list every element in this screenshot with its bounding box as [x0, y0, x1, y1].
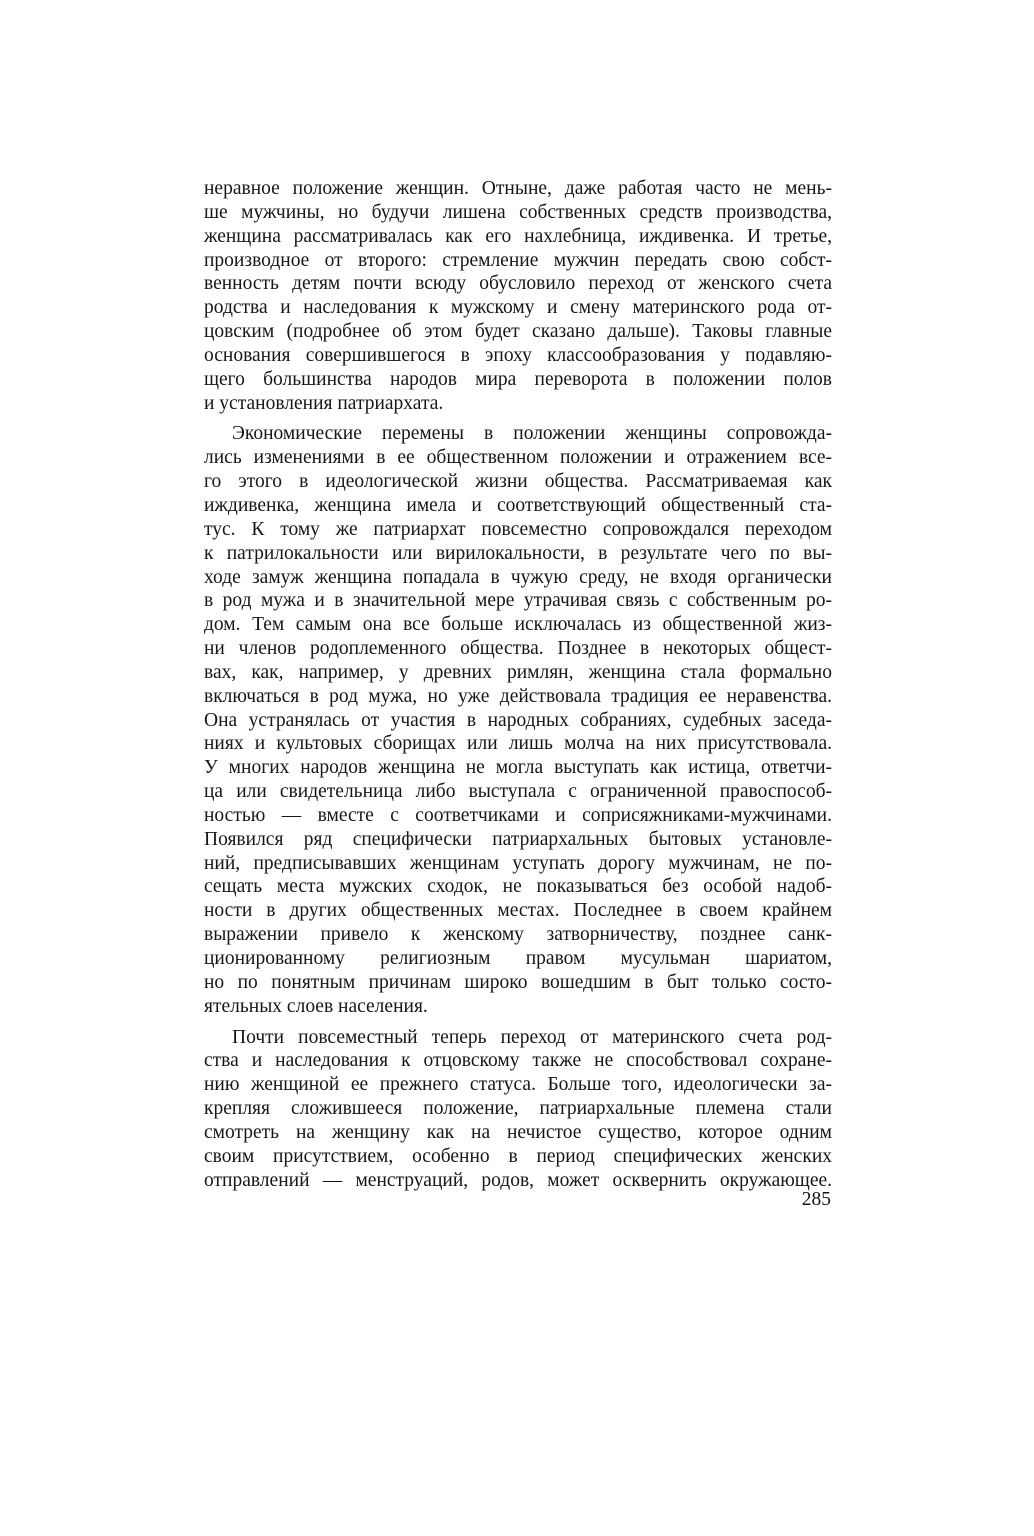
text-line: нию женщиной ее прежнего статуса. Больше того, идеологически за-	[204, 1074, 832, 1096]
paragraph-2	[204, 422, 832, 1018]
text-line: Экономические перемены в положении женщины сопровожда-	[232, 423, 832, 445]
text-line: в род мужа и в значительной мере утрачивая связь с собственным ро-	[204, 590, 832, 612]
text-line: ностью — вместе с соответчиками и соприсяжниками-мужчинами.	[204, 804, 832, 826]
text-line: производное от второго: стремление мужчин передать свою собст-	[204, 249, 832, 271]
paragraph-1	[204, 177, 832, 415]
text-line: лись изменениями в ее общественном положении и отражением все-	[204, 447, 832, 469]
text-line: женщина рассматривалась как его нахлебница, иждивенка. И третье,	[204, 225, 832, 247]
text-line: крепляя сложившееся положение, патриархальные племена стали	[204, 1098, 832, 1120]
text-line: венность детям почти всюду обусловило переход от женского счета	[204, 273, 832, 295]
text-line: ционированному религиозным правом мусульман шариатом,	[204, 948, 832, 969]
text-line: основания совершившегося в эпоху классообразования у подавляю-	[204, 344, 832, 366]
text-line: неравное положение женщин. Отныне, даже работая часто не мень-	[204, 178, 832, 199]
text-line: ства и наследования к отцовскому также не способствовал сохране-	[204, 1050, 832, 1072]
text-line: и установления патриархата.	[204, 392, 444, 414]
text-line: ности в других общественных местах. Последнее в своем крайнем	[204, 900, 832, 922]
text-line: ца или свидетельница либо выступала с ограниченной правоспособ-	[204, 781, 832, 803]
text-line: цовским (подробнее об этом будет сказано дальше). Таковы главные	[204, 321, 832, 343]
text-line: тус. К тому же патриархат повсеместно сопровождался переходом	[204, 518, 832, 540]
text-line: ниях и культовых сборищах или лишь молча на них присутствовала.	[204, 733, 832, 755]
text-line: Она устранялась от участия в народных собраниях, судебных заседа-	[204, 709, 832, 731]
text-line: Почти повсеместный теперь переход от материнского счета род-	[232, 1026, 832, 1048]
text-line: ни членов родоплеменного общества. Позднее в некоторых общест-	[204, 638, 832, 660]
text-line: своим присутствием, особенно в период специфических женских	[204, 1145, 832, 1167]
text-line: ятельных слоев населения.	[204, 995, 428, 1017]
text-line: ний, предписывавших женщинам уступать дорогу мужчинам, не по-	[204, 852, 832, 874]
text-line: дом. Тем самым она все больше исключалась из общественной жиз-	[204, 614, 832, 636]
text-line: иждивенка, женщина имела и соответствующий общественный ста-	[204, 494, 832, 516]
text-line: У многих народов женщина не могла выступать как истица, ответчи-	[204, 757, 832, 779]
text-line: сещать места мужских сходок, не показываться без особой надоб-	[204, 876, 832, 898]
text-line: к патрилокальности или вирилокальности, в результате чего по вы-	[204, 542, 832, 564]
page-number: 285	[801, 1189, 831, 1210]
text-line: родства и наследования к мужскому и смену материнского рода от-	[204, 297, 832, 319]
text-line: но по понятным причинам широко вошедшим в быт только состо-	[204, 971, 832, 993]
text-line: смотреть на женщину как на нечистое существо, которое одним	[204, 1121, 832, 1143]
text-line: вах, как, например, у древних римлян, женщина стала формально	[204, 661, 832, 683]
text-line: щего большинства народов мира переворота в положении полов	[204, 368, 832, 390]
text-line: ше мужчины, но будучи лишена собственных средств производства,	[204, 201, 832, 223]
text-line: Появился ряд специфически патриархальных бытовых установле-	[204, 828, 832, 850]
text-line: включаться в род мужа, но уже действовала традиция ее неравенства.	[204, 685, 832, 707]
text-line: ходе замуж женщина попадала в чужую среду, не входя органически	[204, 566, 832, 588]
paragraph-3	[204, 1026, 832, 1193]
text-line: выражении привело к женскому затворничеству, позднее санк-	[204, 924, 832, 946]
text-line: отправлений — менструаций, родов, может осквернить окружающее.	[204, 1169, 832, 1191]
page-body	[204, 177, 832, 1192]
text-line: го этого в идеологической жизни общества. Рассматриваемая как	[204, 471, 832, 493]
